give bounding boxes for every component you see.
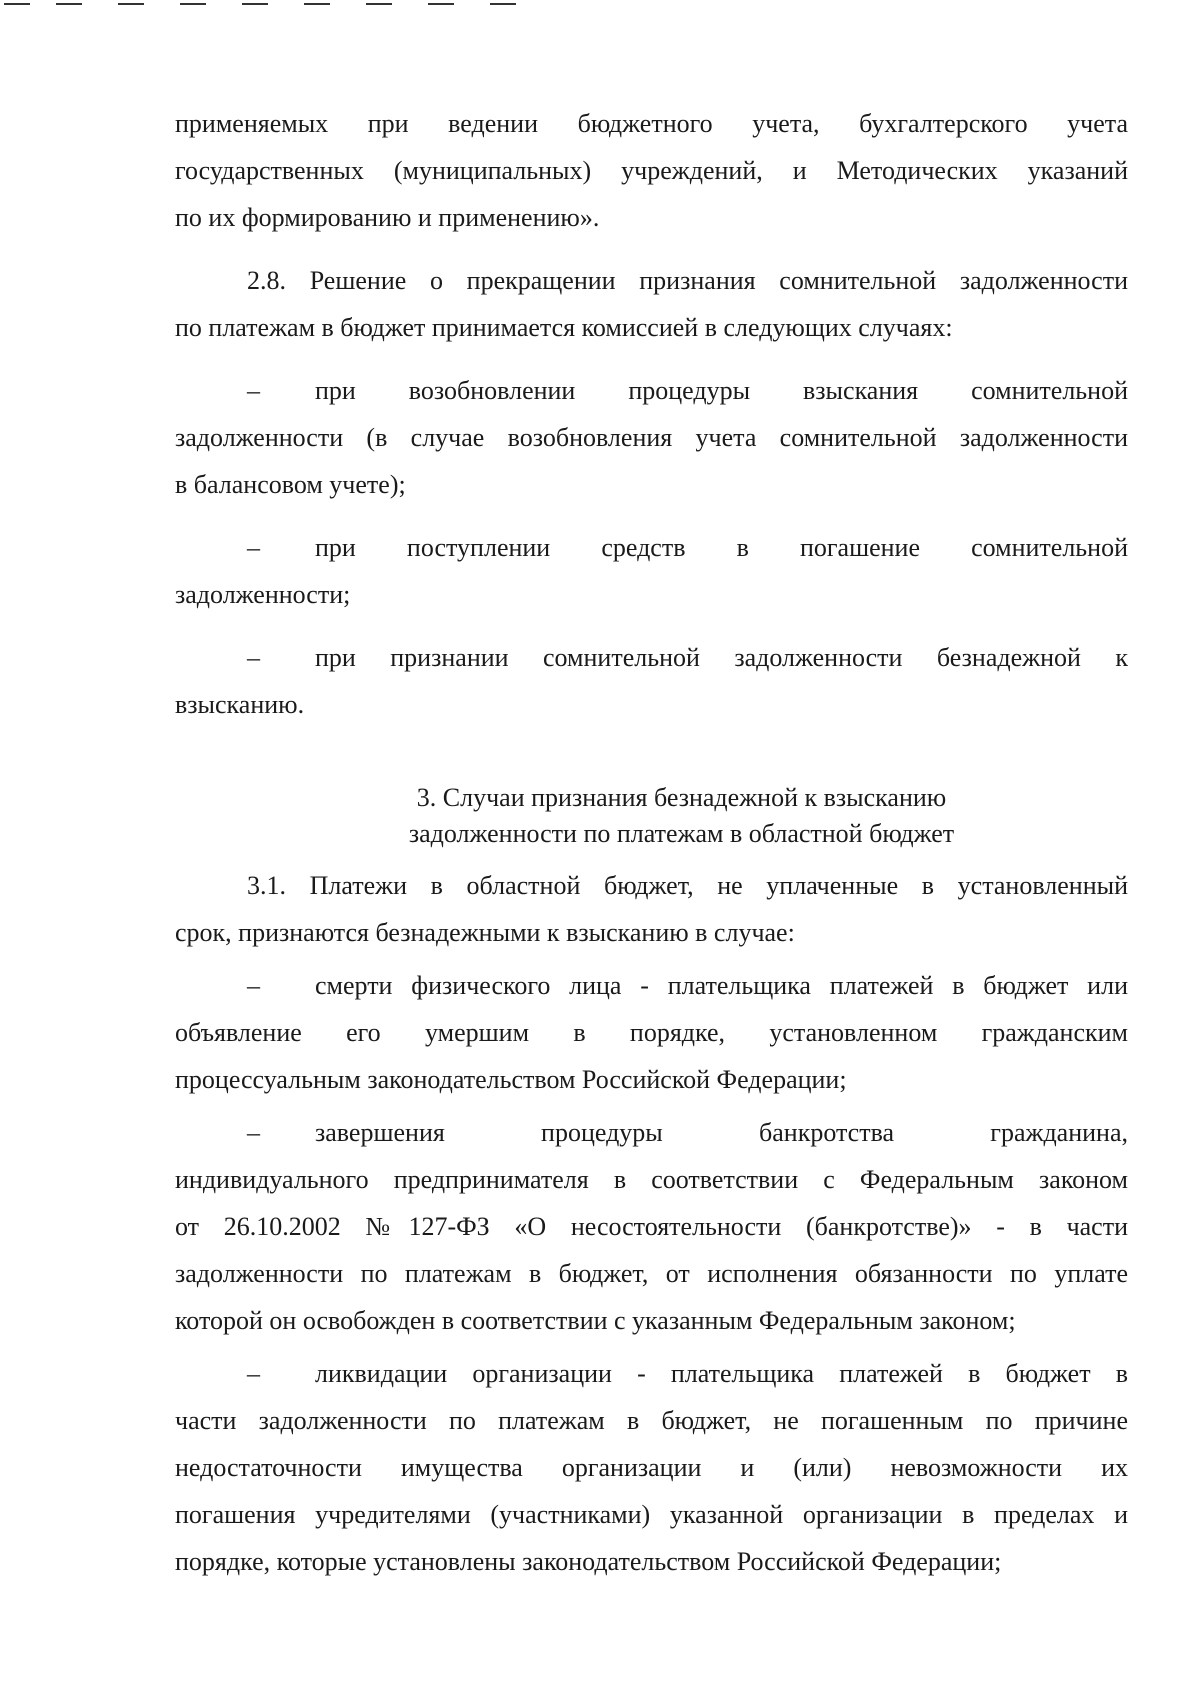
section-3-title-line-1: 3. Случаи признания безнадежной к взысканию [416,783,947,812]
item-bankruptcy-line-3: от 26.10.2002 №127-ФЗ «О несостоятельности (банкротстве)» - в части [175,1212,1128,1241]
top-mark [304,3,330,5]
page-top-marks [0,0,520,8]
list-dash: – [247,1359,260,1388]
intro-line-1: применяемых при ведении бюджетного учета, бухгалтерского учета [175,109,1128,138]
para-3-1-line-1: 3.1. Платежи в областной бюджет, не уплаченные в установленный [247,871,1128,900]
top-mark [180,3,206,5]
top-mark [118,3,144,5]
case-1-line-1: при возобновлении процедуры взыскания сомнительной [315,376,1128,405]
case-3-line-1: при признании сомнительной задолженности безнадежной к [315,643,1128,672]
intro-line-3: по их формированию и применению». [175,203,600,232]
item-liquidation-line-1: ликвидации организации - плательщика платежей в бюджет в [315,1359,1128,1388]
intro-line-2: государственных (муниципальных) учреждений, и Методических указаний [175,156,1128,185]
para-2-8-line-2: по платежам в бюджет принимается комиссией в следующих случаях: [175,313,953,342]
item-liquidation-line-3: недостаточности имущества организации и (или) невозможности их [175,1453,1128,1482]
item-death-first-line [175,962,1128,1009]
case-2-first-line [175,524,1128,571]
list-dash: – [247,643,260,672]
para-3-1-line-2: срок, признаются безнадежными к взысканию в случае: [175,918,795,947]
top-mark [56,3,82,5]
item-bankruptcy-line-5: которой он освобожден в соответствии с указанным Федеральным законом; [175,1306,1016,1335]
section-3-title-line-2: задолженности по платежам в областной бюджет [408,819,955,848]
case-1-line-3: в балансовом учете); [175,470,406,499]
top-mark [428,3,454,5]
top-mark [4,3,30,5]
case-2-line-1: при поступлении средств в погашение сомнительной [315,533,1128,562]
item-liquidation-first-line [175,1350,1128,1397]
document-body [175,100,1128,1585]
item-death-line-2: объявление его умершим в порядке, установленном гражданским [175,1018,1128,1047]
list-dash: – [247,1118,260,1147]
item-bankruptcy-line-2: индивидуального предпринимателя в соответствии с Федеральным законом [175,1165,1128,1194]
top-mark [366,3,392,5]
top-mark [490,3,516,5]
case-3-line-2: взысканию. [175,690,305,719]
item-liquidation-line-4: погашения учредителями (участниками) указанной организации в пределах и [175,1500,1128,1529]
list-dash: – [247,533,260,562]
item-death-line-3: процессуальным законодательством Российской Федерации; [175,1065,847,1094]
para-2-8-line-1: 2.8. Решение о прекращении признания сомнительной задолженности [247,266,1128,295]
item-liquidation-line-5: порядке, которые установлены законодательством Российской Федерации; [175,1547,1002,1576]
item-bankruptcy-line-4: задолженности по платежам в бюджет, от исполнения обязанности по уплате [175,1259,1128,1288]
item-liquidation-line-2: части задолженности по платежам в бюджет, не погашенным по причине [175,1406,1128,1435]
case-2-line-2: задолженности; [175,580,351,609]
top-mark [242,3,268,5]
item-bankruptcy-first-line [175,1109,1128,1156]
case-3-first-line [175,634,1128,681]
case-1-line-2: задолженности (в случае возобновления учета сомнительной задолженности [175,423,1128,452]
case-1-first-line [175,367,1128,414]
list-dash: – [247,971,260,1000]
item-bankruptcy-line-1: завершения процедуры банкротства гражданина, [315,1118,1128,1147]
list-dash: – [247,376,260,405]
item-death-line-1: смерти физического лица - плательщика платежей в бюджет или [315,971,1128,1000]
